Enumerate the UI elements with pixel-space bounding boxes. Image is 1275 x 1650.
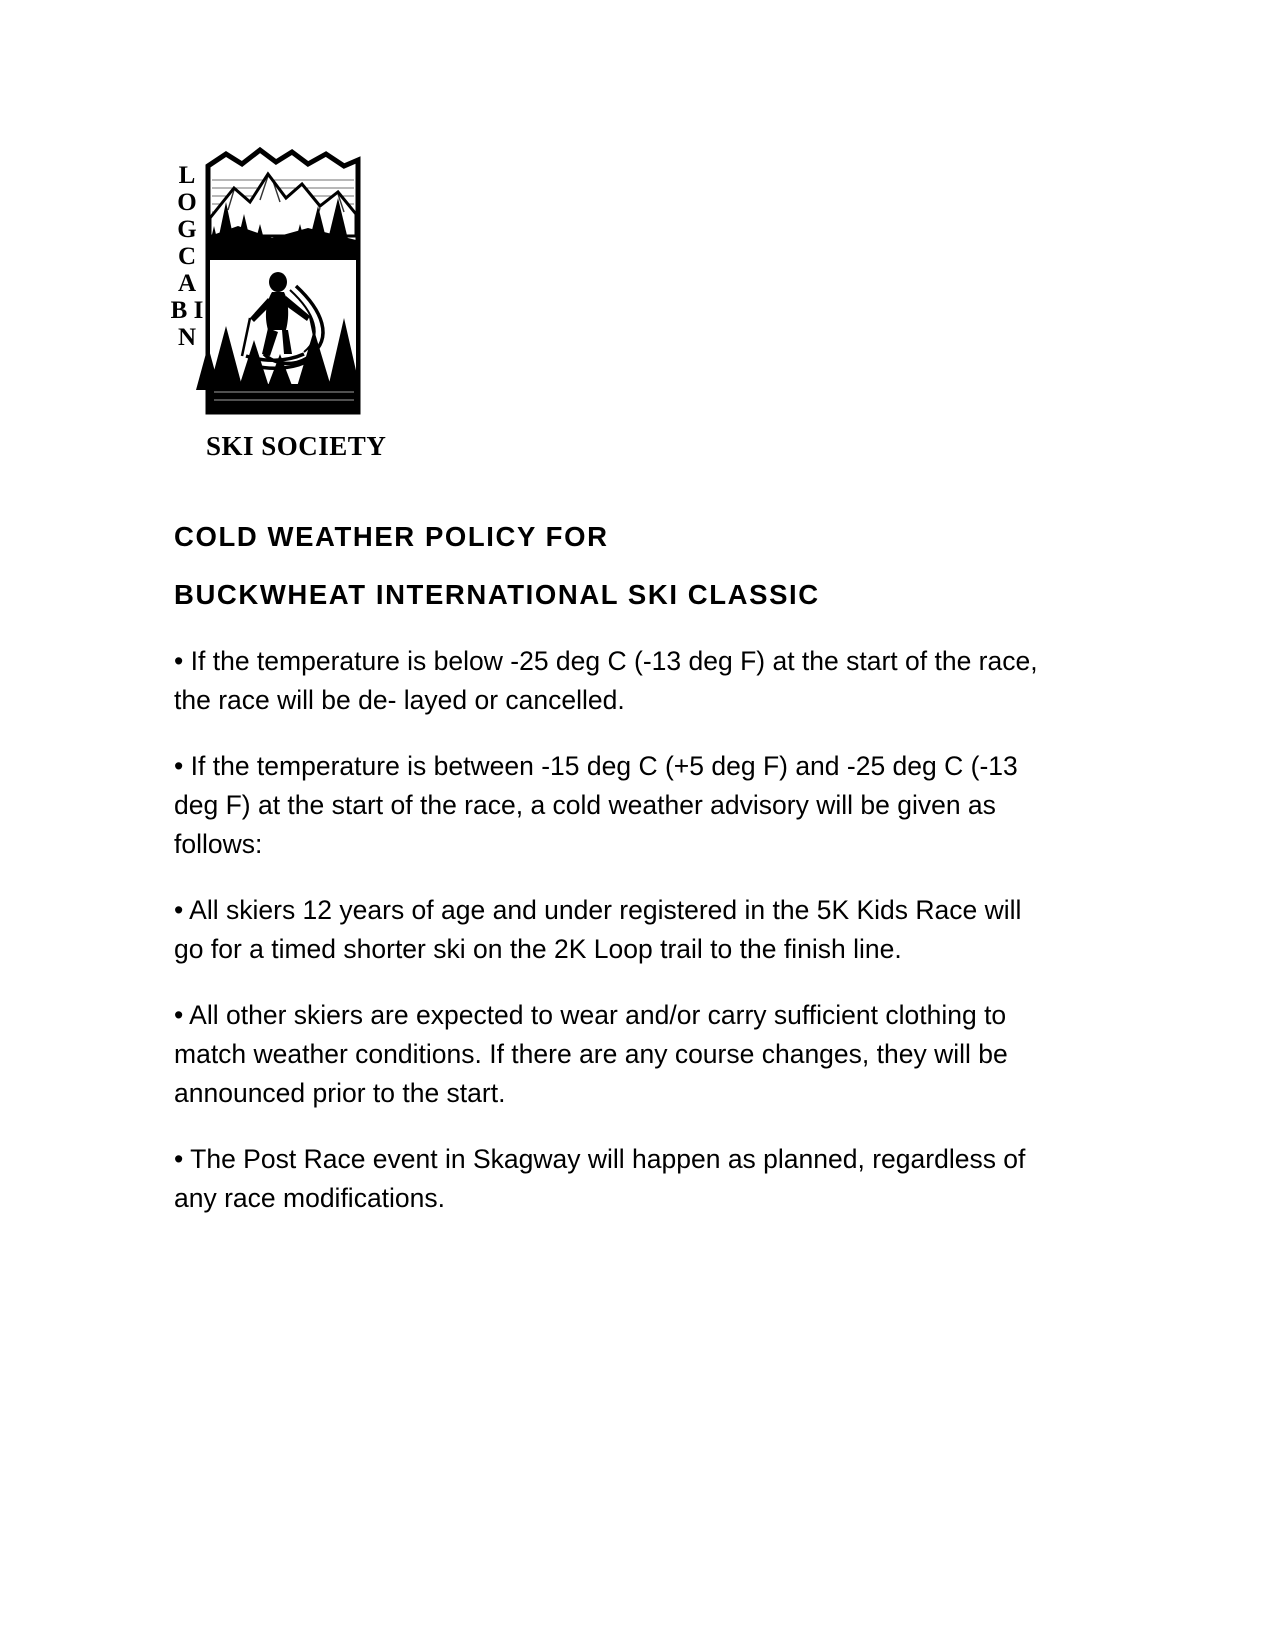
policy-paragraph: • All skiers 12 years of age and under registered in the 5K Kids Race will go for a timed shorter ski on the 2K Loop trail to the finish line. bbox=[174, 895, 1029, 964]
page-title-line-1: COLD WEATHER POLICY FOR bbox=[174, 521, 609, 552]
logo-vertical-text: L O G C A B I N bbox=[170, 162, 204, 351]
policy-paragraph: • The Post Race event in Skagway will happen as planned, regardless of any race modifications. bbox=[174, 1144, 1033, 1213]
logo-caption: SKI SOCIETY bbox=[206, 431, 387, 461]
page-title-line-2: BUCKWHEAT INTERNATIONAL SKI CLASSIC bbox=[174, 579, 820, 610]
policy-paragraph: • If the temperature is below -25 deg C (-13 deg F) at the start of the race, the race will be de- layed or cancelled. bbox=[174, 646, 1045, 715]
policy-paragraph: • If the temperature is between -15 deg C (+5 deg F) and -25 deg C (-13 deg F) at the start of the race, a cold weather advisory will be given as follows: bbox=[174, 751, 1026, 859]
logo-frame bbox=[168, 140, 390, 425]
policy-paragraph: • All other skiers are expected to wear and/or carry sufficient clothing to match weather conditions. If there are any course changes, they will be announced prior to the start. bbox=[174, 1000, 1016, 1108]
document-body bbox=[174, 520, 1044, 1245]
logo-block bbox=[168, 140, 398, 462]
